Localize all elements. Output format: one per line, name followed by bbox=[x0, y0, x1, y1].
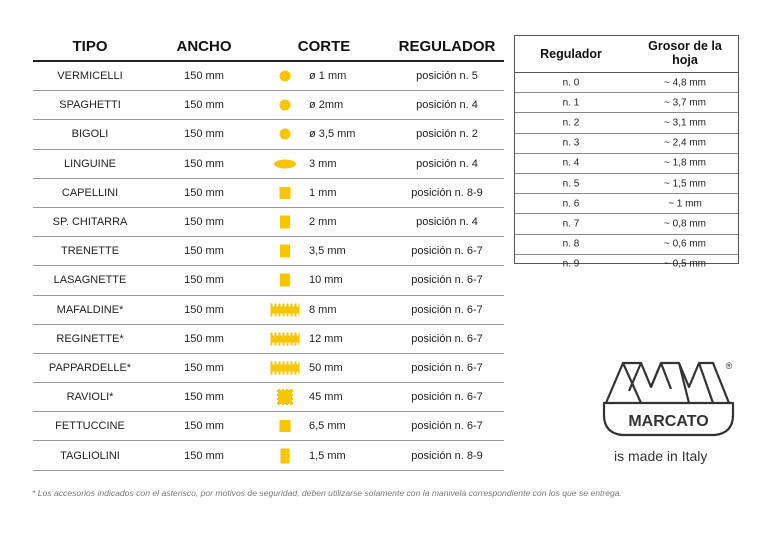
pasta-row bbox=[33, 120, 504, 149]
registered-mark: ® bbox=[725, 361, 733, 371]
regulator-row bbox=[515, 174, 738, 194]
pasta-regulador: posición n. 6-7 bbox=[411, 420, 483, 433]
pasta-corte: 12 mm bbox=[309, 332, 343, 345]
pasta-row bbox=[33, 208, 504, 237]
pasta-shape-icon bbox=[271, 362, 300, 373]
pasta-table bbox=[33, 32, 504, 471]
pasta-row bbox=[33, 383, 504, 412]
regulator-number: n. 3 bbox=[562, 137, 580, 149]
pasta-shape-icon bbox=[274, 159, 296, 168]
pasta-shape-icon bbox=[280, 216, 290, 229]
pasta-ancho: 150 mm bbox=[184, 70, 224, 83]
sheet-thickness: ~ 1 mm bbox=[668, 198, 702, 210]
pasta-row bbox=[33, 62, 504, 91]
pasta-tipo: SPAGHETTI bbox=[59, 99, 121, 112]
pasta-regulador: posición n. 6-7 bbox=[411, 274, 483, 287]
pasta-row bbox=[33, 91, 504, 120]
pasta-row bbox=[33, 237, 504, 266]
pasta-regulador: posición n. 8-9 bbox=[411, 186, 483, 199]
pasta-ancho: 150 mm bbox=[184, 99, 224, 112]
pasta-shape-icon bbox=[281, 448, 290, 463]
pasta-corte: 1 mm bbox=[309, 186, 337, 199]
pasta-tipo: RAVIOLI* bbox=[66, 391, 114, 404]
pasta-regulador: posición n. 6-7 bbox=[411, 303, 483, 316]
pasta-corte: 3,5 mm bbox=[309, 245, 346, 258]
pasta-table-header bbox=[33, 32, 504, 62]
sheet-thickness: ~ 1,8 mm bbox=[664, 157, 706, 169]
pasta-regulador: posición n. 2 bbox=[416, 128, 478, 141]
pasta-corte: 8 mm bbox=[309, 303, 337, 316]
regulator-number: n. 4 bbox=[562, 157, 580, 169]
pasta-regulador: posición n. 6-7 bbox=[411, 245, 483, 258]
pasta-regulador: posición n. 8-9 bbox=[411, 449, 483, 462]
pasta-regulador: posición n. 6-7 bbox=[411, 332, 483, 345]
regulator-row bbox=[515, 134, 738, 154]
pasta-ancho: 150 mm bbox=[184, 420, 224, 433]
logo-wordmark: MARCATO bbox=[628, 413, 709, 430]
pasta-row bbox=[33, 412, 504, 441]
regulator-table-body bbox=[515, 73, 738, 274]
pasta-ancho: 150 mm bbox=[184, 157, 224, 170]
pasta-shape-icon bbox=[271, 304, 300, 315]
pasta-row bbox=[33, 354, 504, 383]
regulator-number: n. 0 bbox=[562, 77, 580, 89]
pasta-regulador: posición n. 6-7 bbox=[411, 361, 483, 374]
pasta-regulador: posición n. 4 bbox=[416, 157, 478, 170]
header-ancho: ANCHO bbox=[176, 38, 232, 55]
header-corte: CORTE bbox=[297, 38, 351, 55]
pasta-ancho: 150 mm bbox=[184, 216, 224, 229]
pasta-tipo: LINGUINE bbox=[64, 157, 116, 170]
pasta-ancho: 150 mm bbox=[184, 449, 224, 462]
pasta-corte: ø 3,5 mm bbox=[309, 128, 356, 141]
sheet-thickness: ~ 4,8 mm bbox=[664, 77, 706, 89]
regulator-row bbox=[515, 214, 738, 234]
pasta-tipo: SP. CHITARRA bbox=[52, 216, 128, 229]
sheet-thickness: ~ 3,1 mm bbox=[664, 117, 706, 129]
pasta-ancho: 150 mm bbox=[184, 391, 224, 404]
pasta-row bbox=[33, 179, 504, 208]
pasta-tipo: PAPPARDELLE* bbox=[48, 361, 132, 374]
brand-tagline: is made in Italy bbox=[614, 448, 708, 464]
sheet-thickness: ~ 1,5 mm bbox=[664, 178, 706, 190]
pasta-shape-icon bbox=[280, 129, 291, 140]
pasta-shape-icon bbox=[280, 100, 291, 111]
pasta-corte: 45 mm bbox=[309, 391, 343, 404]
pasta-ancho: 150 mm bbox=[184, 274, 224, 287]
pasta-shape-icon bbox=[280, 420, 291, 432]
pasta-corte: 3 mm bbox=[309, 157, 337, 170]
pasta-tipo: LASAGNETTE bbox=[53, 274, 127, 287]
pasta-corte: 2 mm bbox=[309, 216, 337, 229]
pasta-tipo: FETTUCCINE bbox=[55, 420, 125, 433]
pasta-corte: 1,5 mm bbox=[309, 449, 346, 462]
pasta-row bbox=[33, 441, 504, 470]
pasta-regulador: posición n. 5 bbox=[416, 70, 478, 83]
pasta-tipo: VERMICELLI bbox=[57, 70, 123, 83]
pasta-shape-icon bbox=[280, 71, 291, 82]
regulator-row bbox=[515, 255, 738, 274]
pasta-shape-icon bbox=[280, 274, 290, 287]
regulator-row bbox=[515, 73, 738, 93]
sheet-thickness: ~ 0,5 mm bbox=[664, 258, 706, 270]
pasta-corte: 50 mm bbox=[309, 361, 343, 374]
marcato-logo bbox=[601, 355, 736, 440]
pasta-regulador: posición n. 4 bbox=[416, 99, 478, 112]
regulator-row bbox=[515, 154, 738, 174]
pasta-regulador: posición n. 4 bbox=[416, 216, 478, 229]
regulator-number: n. 8 bbox=[562, 238, 580, 250]
header-grosor-col: Grosor de la hoja bbox=[648, 39, 722, 67]
regulator-row bbox=[515, 194, 738, 214]
pasta-ancho: 150 mm bbox=[184, 186, 224, 199]
pasta-tipo: CAPELLINI bbox=[61, 186, 119, 199]
sheet-thickness: ~ 3,7 mm bbox=[664, 97, 706, 109]
regulator-number: n. 9 bbox=[562, 258, 580, 270]
pasta-shape-icon bbox=[280, 187, 291, 199]
pasta-corte: 6,5 mm bbox=[309, 420, 346, 433]
pasta-corte: ø 2mm bbox=[309, 99, 344, 112]
regulator-number: n. 7 bbox=[562, 218, 580, 230]
pasta-regulador: posición n. 6-7 bbox=[411, 391, 483, 404]
regulator-table-header bbox=[515, 36, 738, 73]
regulator-number: n. 6 bbox=[562, 198, 580, 210]
header-tipo: TIPO bbox=[72, 38, 108, 55]
safety-footnote: * Los accesorios indicados con el asterisco, por motivos de seguridad, deben utilizarse solamente con la manivela correspondiente con los que se entrega. bbox=[32, 488, 622, 498]
pasta-ancho: 150 mm bbox=[184, 332, 224, 345]
pasta-shape-icon bbox=[280, 245, 290, 258]
regulator-row bbox=[515, 113, 738, 133]
pasta-ancho: 150 mm bbox=[184, 361, 224, 374]
pasta-tipo: REGINETTE* bbox=[56, 332, 124, 345]
pasta-table-body bbox=[33, 62, 504, 471]
pasta-ancho: 150 mm bbox=[184, 128, 224, 141]
sheet-thickness: ~ 0,6 mm bbox=[664, 238, 706, 250]
header-regulador-col: Regulador bbox=[540, 47, 602, 61]
sheet-thickness: ~ 0,8 mm bbox=[664, 218, 706, 230]
regulator-table bbox=[514, 35, 739, 270]
pasta-tipo: BIGOLI bbox=[71, 128, 109, 141]
pasta-ancho: 150 mm bbox=[184, 245, 224, 258]
pasta-shape-icon bbox=[271, 333, 300, 344]
pasta-ancho: 150 mm bbox=[184, 303, 224, 316]
pasta-corte: ø 1 mm bbox=[309, 70, 347, 83]
sheet-thickness: ~ 2,4 mm bbox=[664, 137, 706, 149]
pasta-row bbox=[33, 266, 504, 295]
regulator-number: n. 2 bbox=[562, 117, 580, 129]
pasta-tipo: TAGLIOLINI bbox=[60, 449, 120, 462]
pasta-shape-icon bbox=[277, 389, 293, 405]
pasta-row bbox=[33, 325, 504, 354]
pasta-tipo: MAFALDINE* bbox=[56, 303, 124, 316]
header-regulador: REGULADOR bbox=[398, 38, 496, 55]
regulator-row bbox=[515, 93, 738, 113]
pasta-row bbox=[33, 296, 504, 325]
pasta-corte: 10 mm bbox=[309, 274, 343, 287]
regulator-row bbox=[515, 235, 738, 255]
pasta-tipo: TRENETTE bbox=[60, 245, 120, 258]
pasta-row bbox=[33, 150, 504, 179]
regulator-number: n. 5 bbox=[562, 178, 580, 190]
regulator-number: n. 1 bbox=[562, 97, 580, 109]
